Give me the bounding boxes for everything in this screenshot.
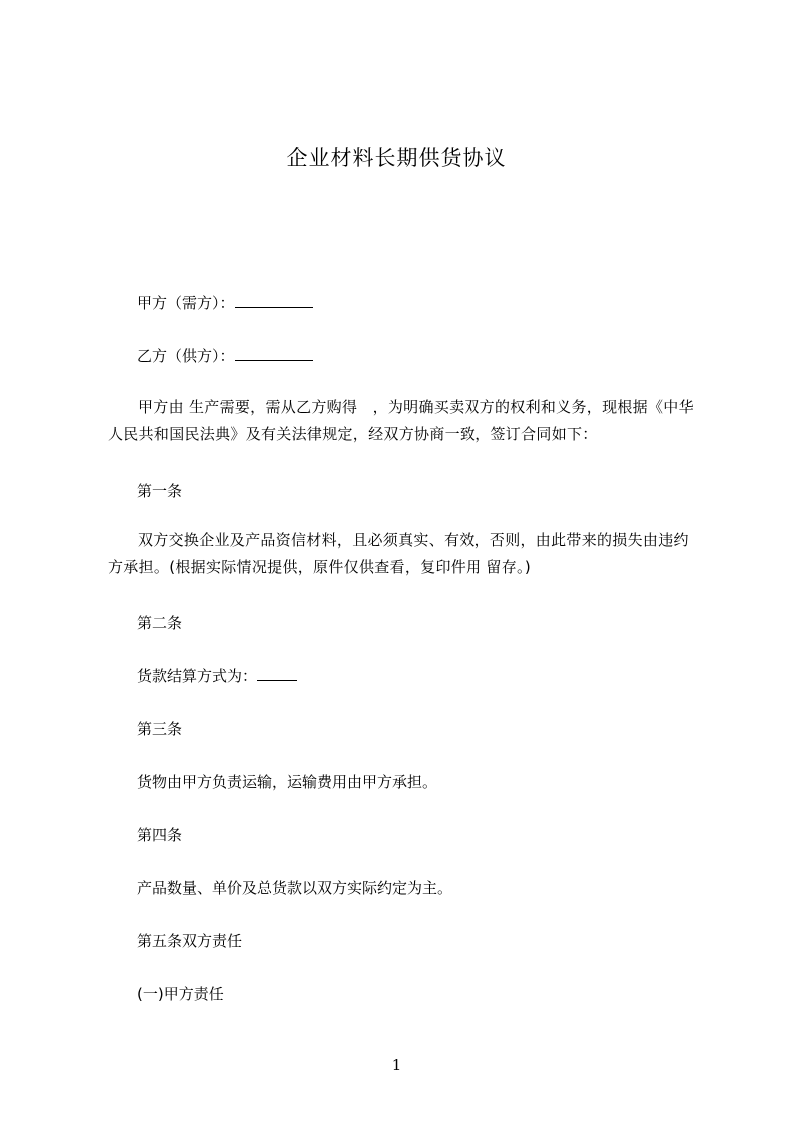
article-1-body: 双方交换企业及产品资信材料，且必须真实、有效，否则，由此带来的损失由违约方承担。(根据实际情况提供，原件仅供查看，复印件用 留存。)	[108, 531, 689, 576]
party-b-blank	[235, 346, 313, 361]
article-5-sub-1: (一)甲方责任	[137, 985, 224, 1003]
intro-paragraph: 甲方由 生产需要，需从乙方购得 ，为明确买卖双方的权利和义务，现根据《中华人民共和国民法典》及有关法律规定，经双方协商一致，签订合同如下：	[108, 398, 694, 443]
party-b-label: 乙方（供方）：	[137, 347, 235, 365]
payment-method-blank	[257, 666, 297, 681]
article-2-heading: 第二条	[137, 614, 183, 632]
article-4-heading: 第四条	[137, 826, 183, 844]
article-2-body: 货款结算方式为：	[137, 667, 258, 685]
party-a-line	[137, 292, 313, 313]
article-1-heading: 第一条	[137, 482, 183, 500]
article-2-body-line	[137, 665, 297, 686]
article-4-body: 产品数量、单价及总货款以双方实际约定为主。	[137, 879, 453, 897]
page-number: 1	[391, 1056, 402, 1074]
article-5-heading: 第五条双方责任	[137, 932, 243, 950]
article-3-body: 货物由甲方负责运输，运输费用由甲方承担。	[137, 773, 438, 791]
article-3-heading: 第三条	[137, 720, 183, 738]
party-a-label: 甲方（需方）：	[137, 294, 235, 312]
party-a-blank	[235, 293, 313, 308]
document-title: 企业材料长期供货协议	[286, 146, 507, 170]
party-b-line	[137, 345, 313, 366]
